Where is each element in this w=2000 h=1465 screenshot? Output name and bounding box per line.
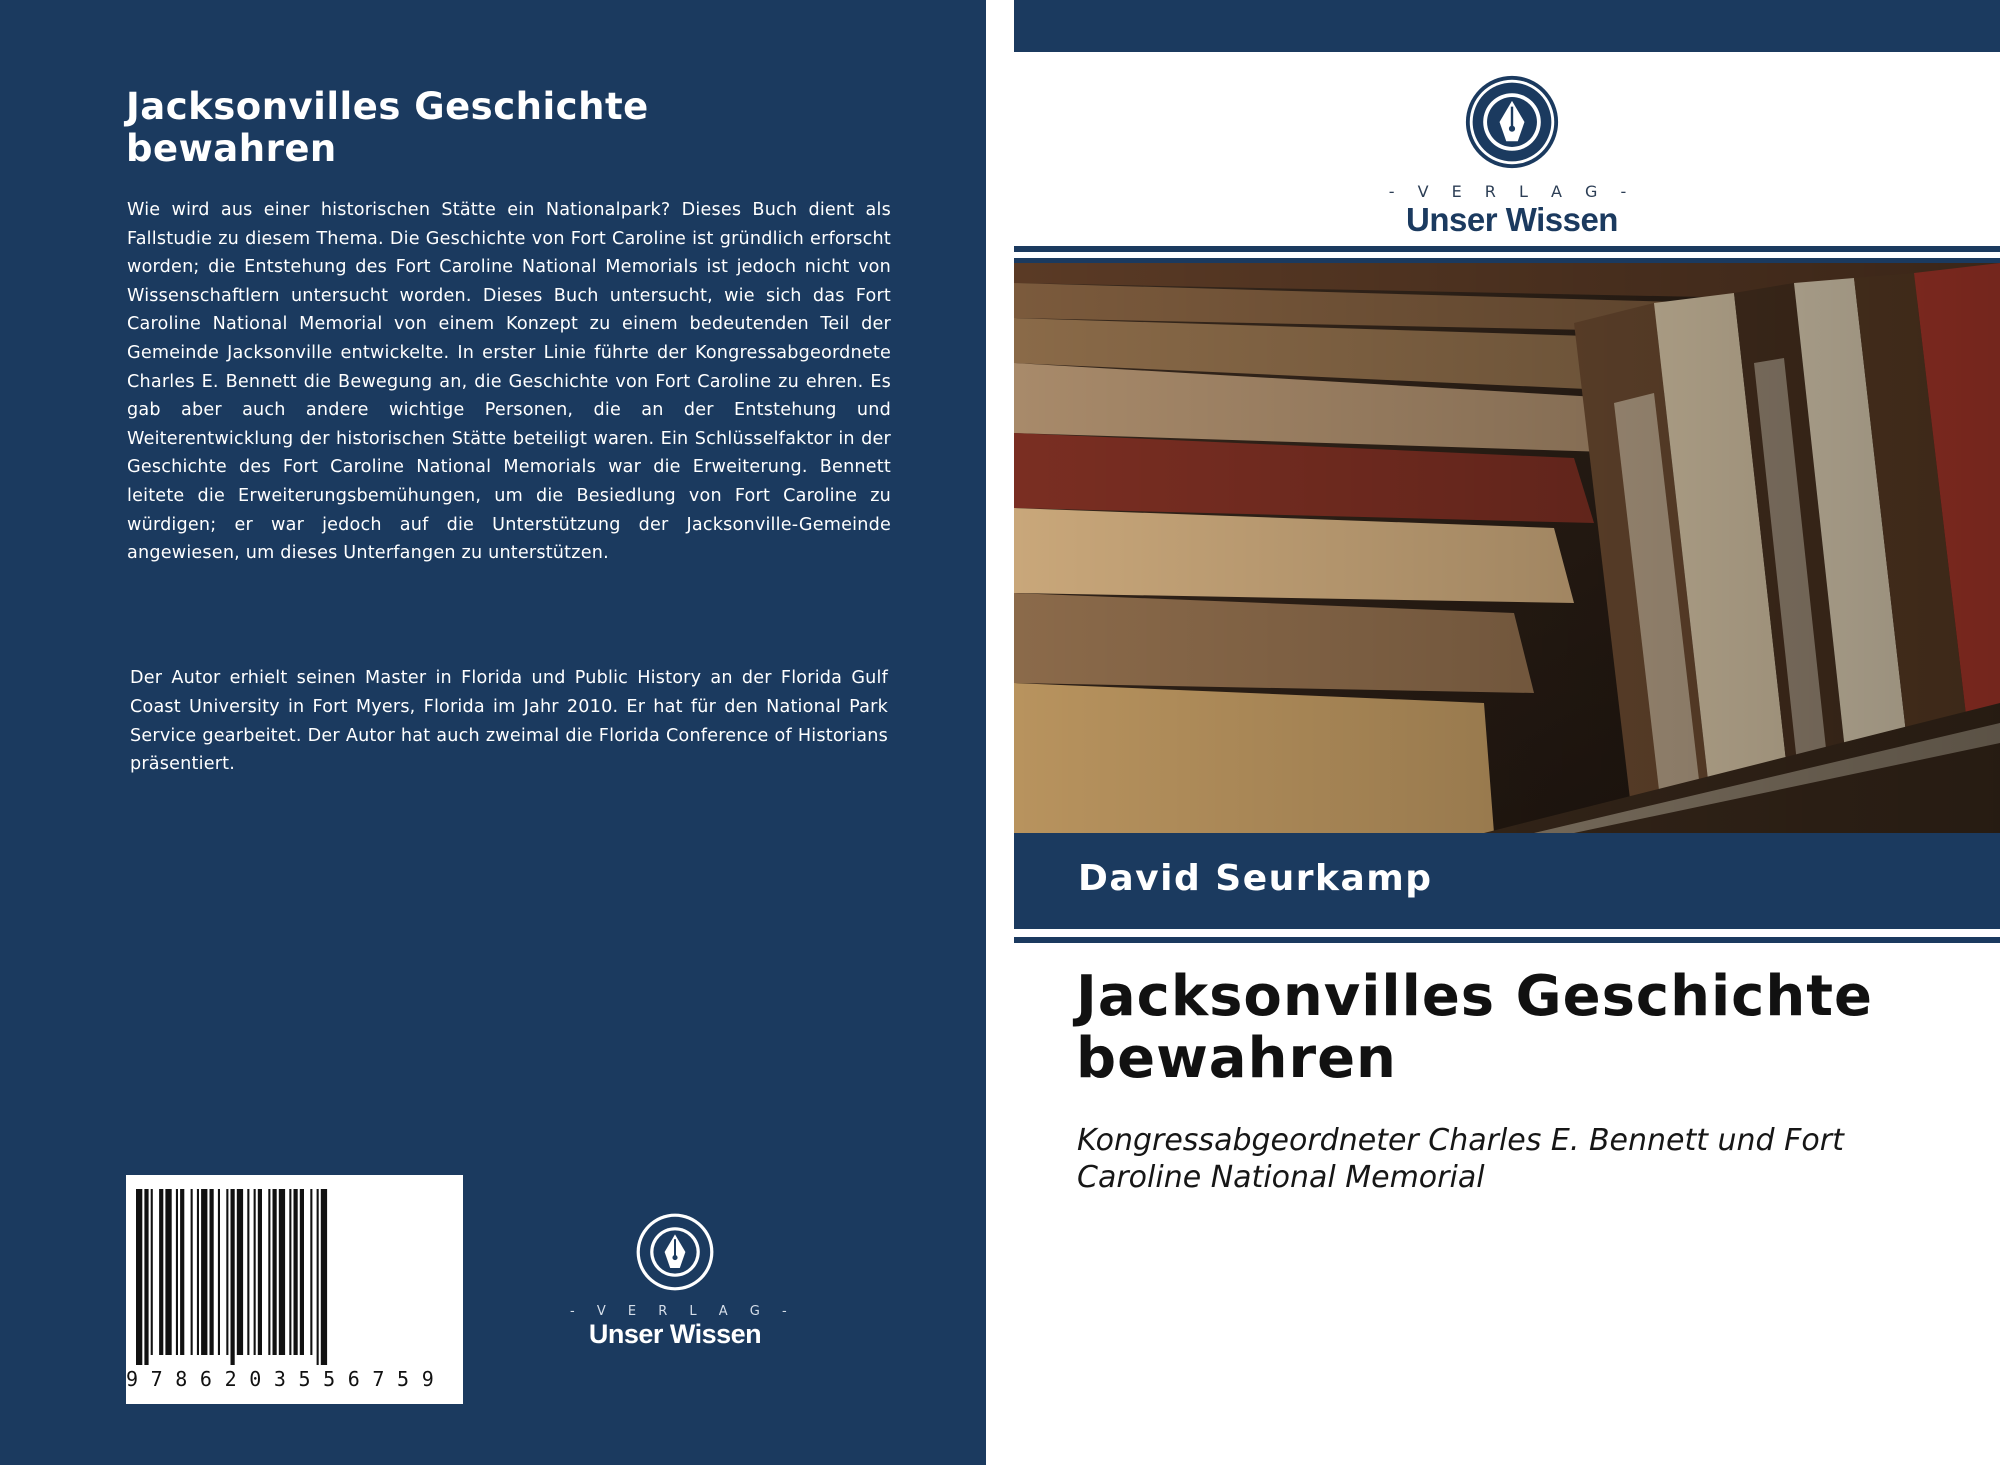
publisher-logo-front	[1369, 74, 1655, 238]
author-bio: Der Autor erhielt seinen Master in Florida und Public History an der Florida Gulf Coast University in Fort Myers, Florida im Jahr 2010. Er hat für den National Park Service gearbeitet. Der Autor hat auch zweimal die Florida Conference of Historians präsentiert.	[130, 668, 888, 775]
logo-verlag-text: - V E R L A G -	[1388, 182, 1636, 201]
back-cover-blurb: Wie wird aus einer historischen Stätte ein Nationalpark? Dieses Buch dient als Fallstudie zu diesem Thema. Die Geschichte von Fort Caroline ist gründlich erforscht worden; die Entstehung des Fort Caroline National Memorials ist jedoch nicht von Wissenschaftlern untersucht worden. Dieses Buch untersucht, wie sich das Fort Caroline National Memorial von einem Konzept zu einem bedeutenden Teil der Gemeinde Jacksonville entwickelte. In erster Linie führte der Kongressabgeordnete Charles E. Bennett die Bewegung an, die Geschichte von Fort Caroline zu ehren. Es gab aber auch andere wichtige Personen, die an der Entstehung und Weiterentwicklung der historischen Stätte beteiligt waren. Ein Schlüsselfaktor in der Geschichte des Fort Caroline National Memorials war die Erweiterung. Bennett leitete die Erweiterungsbemühungen, um die Besiedlung von Fort Caroline zu würdigen; er war jedoch auf die Unterstützung der Jacksonville-Gemeinde angewiesen, um dieses Unterfangen zu unterstützen.	[127, 200, 891, 564]
spine	[986, 0, 1014, 1465]
back-cover-title: Jacksonvilles Geschichte bewahren	[126, 85, 649, 170]
author-name: David Seurkamp	[1078, 858, 1433, 899]
fountain-pen-nib-icon	[1464, 74, 1560, 170]
front-cover-title: Jacksonvilles Geschichte bewahren	[1076, 964, 1873, 1091]
logo-publisher-name: Unser Wissen	[588, 1319, 762, 1349]
divider-line	[1014, 246, 2000, 252]
logo-publisher-name: Unser Wissen	[1406, 201, 1618, 238]
old-books-photo	[1014, 263, 2000, 833]
cover-photo-old-books	[1014, 263, 2000, 833]
divider-line	[1014, 937, 2000, 943]
barcode-digits: 9786203556759	[126, 1367, 447, 1391]
front-top-bar	[1014, 0, 2000, 52]
back-cover	[0, 0, 986, 1465]
fountain-pen-nib-icon	[635, 1212, 715, 1292]
isbn-barcode	[126, 1175, 463, 1404]
logo-verlag-text: - V E R L A G -	[570, 1304, 796, 1319]
author-band	[1014, 833, 2000, 929]
front-cover-subtitle: Kongressabgeordneter Charles E. Bennett und Fort Caroline National Memorial	[1077, 1123, 1844, 1195]
publisher-logo-back	[570, 1212, 796, 1349]
front-cover	[1014, 0, 2000, 1465]
